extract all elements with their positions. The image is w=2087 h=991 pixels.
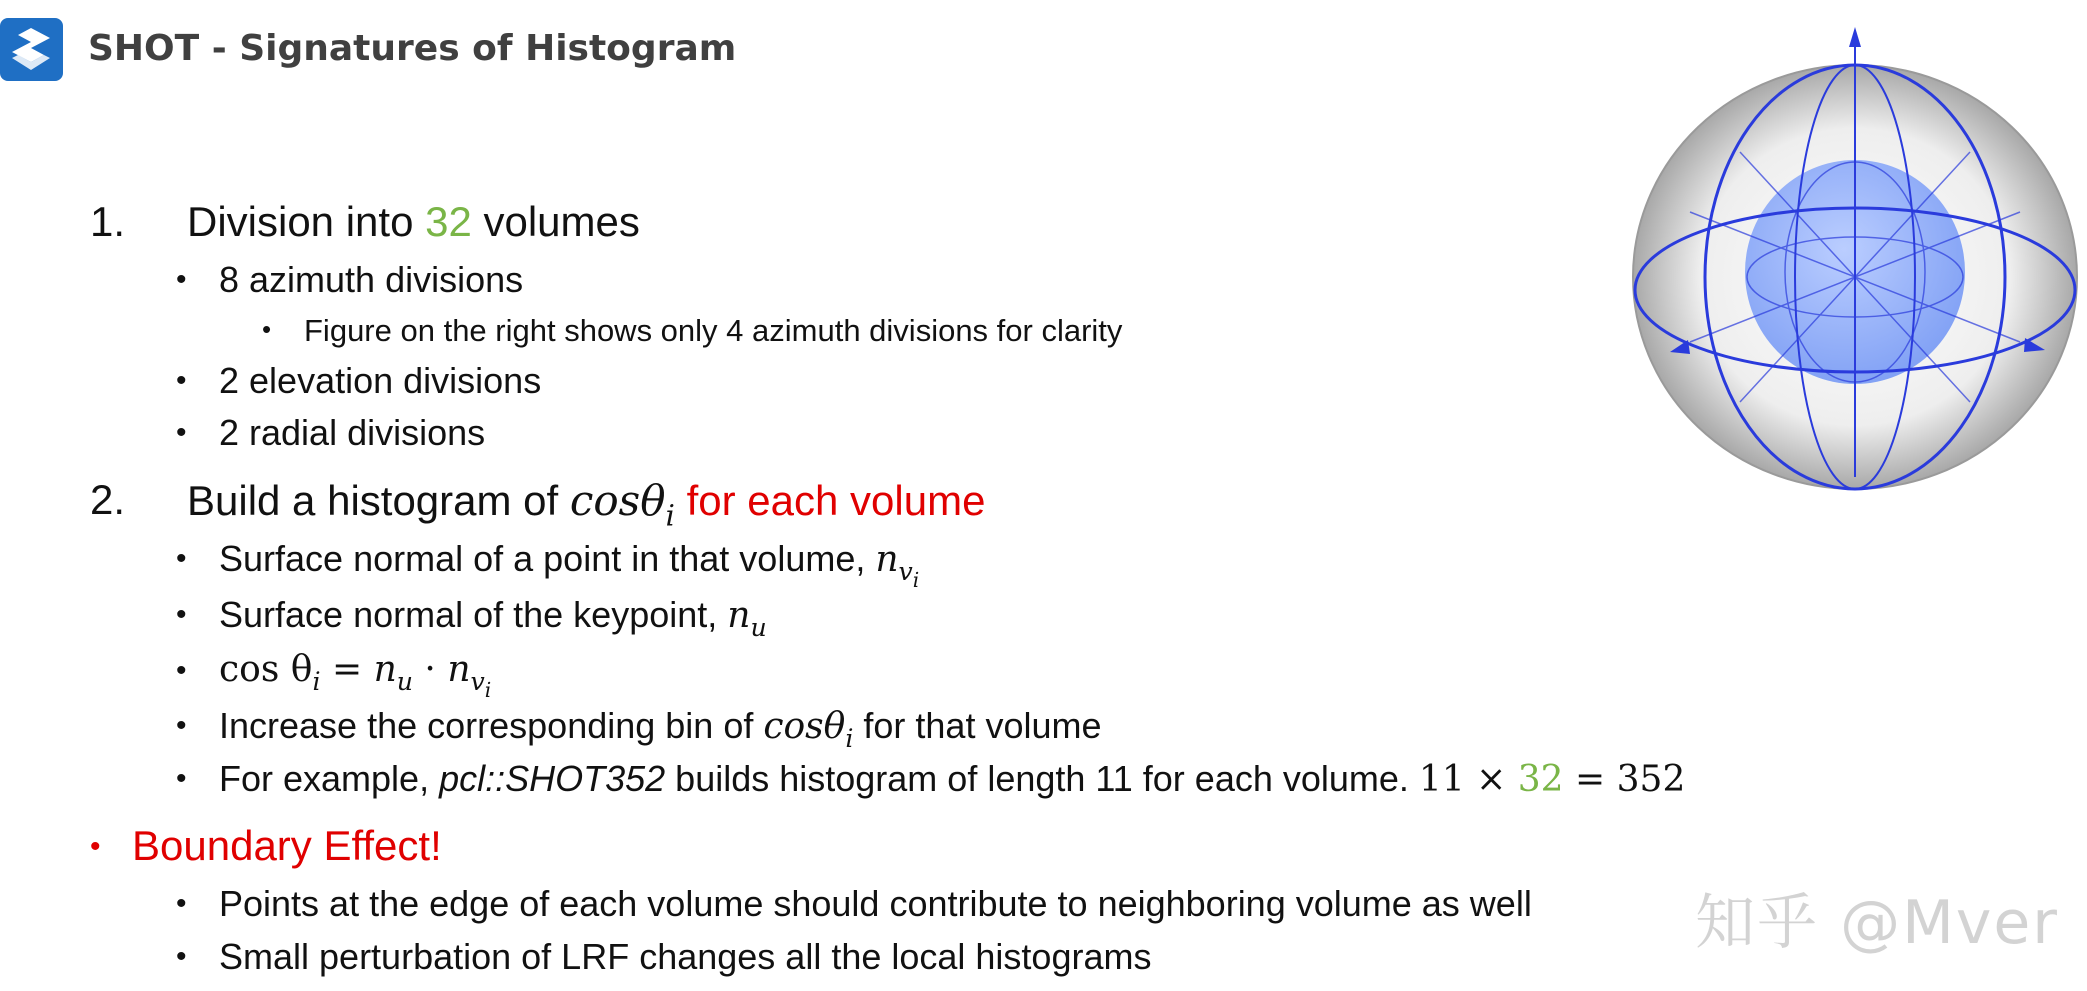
brand-logo [0, 18, 63, 81]
bullet: • [176, 598, 187, 631]
bullet: • [176, 416, 187, 449]
subitem-radial: 2 radial divisions [219, 412, 486, 453]
bullet: • [176, 709, 187, 742]
watermark: 知乎 @Mver [1695, 888, 2059, 958]
subitem-azimuth: 8 azimuth divisions [219, 259, 524, 300]
subitem-elevation: 2 elevation divisions [219, 360, 542, 401]
subitem-edge-contribution: Points at the edge of each volume should contribute to neighboring volume as well [219, 883, 1532, 924]
bullet: • [176, 762, 187, 795]
subitem-keypoint-normal: Surface normal of the keypoint, $n_u$ [219, 594, 767, 642]
item2-red-text: for each volume [674, 477, 986, 524]
bullet: • [176, 263, 187, 296]
subitem-example: For example, pcl::SHOT352 builds histogram of length 11 for each volume. 11 × 32 = 352 [219, 758, 1686, 800]
item3-heading: Boundary Effect! [132, 822, 442, 869]
bullet: • [262, 314, 272, 344]
item1-heading: Division into 32 volumes [187, 198, 640, 245]
item-number: 2. [90, 476, 126, 523]
sphere-partition-icon [1630, 22, 2080, 497]
subitem-azimuth-note: Figure on the right shows only 4 azimuth divisions for clarity [304, 313, 1123, 348]
bullet: • [176, 940, 187, 973]
item-number: 1. [90, 198, 126, 245]
bullet: • [90, 830, 101, 863]
bullet: • [176, 887, 187, 920]
subitem-cos-formula: $\cos \theta_i = n_u \cdot n_{v_i}$ [219, 649, 492, 702]
item1-highlight: 32 [425, 198, 472, 245]
subitem-point-normal: Surface normal of a point in that volume, $n_{v_i}$ [219, 538, 920, 592]
subitem-increase-bin: Increase the corresponding bin of cosθ$_i$ for that volume [219, 705, 1102, 753]
subitem-lrf-perturbation: Small perturbation of LRF changes all the local histograms [219, 936, 1152, 977]
bullet: • [176, 364, 187, 397]
s-logo-icon [0, 18, 63, 81]
slide-title: SHOT - Signatures of Histogram [88, 28, 737, 69]
item2-heading: Build a histogram of cosθ$_i$ for each volume [187, 476, 986, 533]
bullet: • [176, 654, 187, 687]
bullet: • [176, 542, 187, 575]
